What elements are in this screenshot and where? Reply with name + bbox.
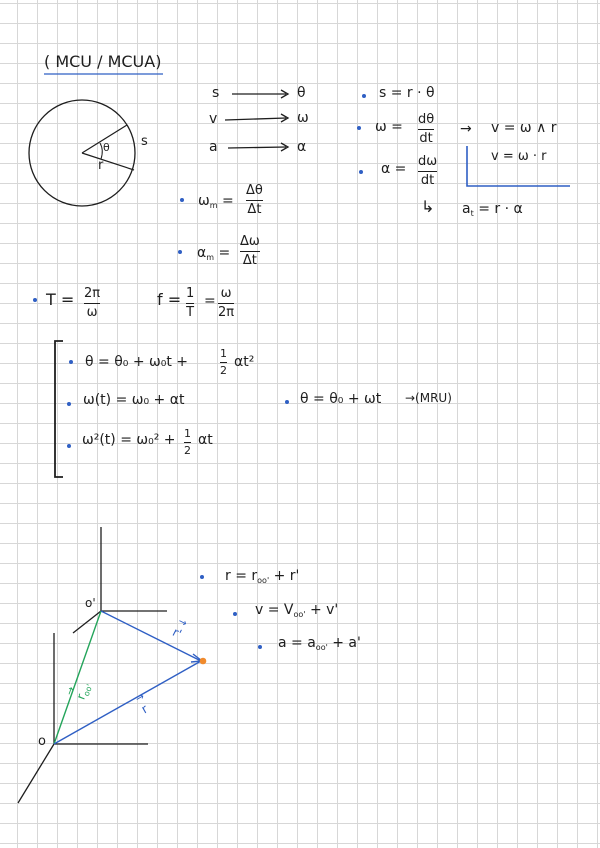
freq-den2: 2π: [218, 304, 235, 320]
v-vector-cross: v = ω ∧ r: [491, 120, 557, 136]
origin-o-label: o: [38, 734, 46, 749]
alpha-derivative: [418, 155, 437, 187]
s-equals-r-theta: s = r · θ: [379, 85, 435, 101]
vector-r: [54, 661, 201, 744]
omega-lhs: ω =: [375, 119, 403, 135]
bullet-dot: [67, 402, 71, 406]
mcua-eq2: ω(t) = ω₀ + αt: [83, 392, 185, 408]
eq-a-main: a = a: [278, 635, 316, 651]
eq-r-main: r = r: [225, 568, 258, 584]
eq3-half-den: 2: [184, 443, 191, 457]
map-to-omega: ω: [297, 110, 309, 126]
circle-s-label: s: [141, 134, 148, 149]
r-oo-text: → r: [75, 692, 88, 701]
mcua-eq3-tail: αt: [198, 432, 213, 448]
r-text: → r: [139, 703, 149, 716]
freq-den1: T: [186, 304, 195, 320]
eq-r-tail: + r': [273, 568, 300, 584]
mcua-eq3-half: [184, 428, 191, 456]
bullet-dot: [67, 444, 71, 448]
mcua-eq1: θ = θ₀ + ω₀t +: [85, 354, 189, 370]
eq-position: [225, 569, 299, 585]
eq-acceleration: [278, 636, 361, 652]
bullet-dot: [69, 360, 73, 364]
wm-num: Δθ: [246, 183, 263, 198]
map-from-v: v: [209, 111, 218, 127]
curved-arrow: ↳: [421, 197, 435, 216]
r-prime-text: → r': [171, 626, 184, 640]
bullet-dot: [359, 170, 363, 174]
equations-bracket: [55, 341, 63, 477]
wm-lhs: $\omega_m$ =: [198, 193, 234, 210]
eq-a-sub: oo': [315, 643, 328, 652]
angle-arc: [100, 143, 102, 159]
freq-lhs: f =: [157, 290, 182, 309]
eq1-half-num: 1: [220, 347, 227, 360]
wm-sub: m: [209, 201, 218, 210]
bullet-dot: [362, 94, 366, 98]
radius-line-2: [82, 153, 134, 173]
alpha-num: dω: [418, 154, 438, 169]
period-num: 2π: [84, 286, 101, 301]
am-num: Δω: [240, 234, 260, 249]
map-from-a: a: [209, 139, 218, 155]
freq-fraction-1: [186, 287, 194, 319]
eq-v-tail: + v': [309, 602, 339, 618]
freq-fraction-2: [218, 287, 234, 319]
map-to-theta: θ: [297, 85, 306, 101]
alpha-den: dt: [420, 172, 435, 188]
r-oo-sub: oo': [81, 683, 95, 698]
tangential-accel: [462, 202, 523, 218]
wm-den: Δt: [247, 201, 262, 217]
vector-r-oo: [54, 611, 101, 744]
omega-num: dθ: [418, 112, 435, 127]
bullet-dot: [233, 612, 237, 616]
eq-v-main: v = V: [255, 602, 294, 618]
origin-o-prime-label: o': [85, 596, 96, 610]
axis-o-depth: [18, 744, 54, 803]
period-lhs: T =: [46, 290, 75, 309]
eq-a-tail: + a': [332, 635, 361, 651]
page-title: ( MCU / MCUA): [44, 52, 162, 71]
wm-symbol: ω: [198, 193, 210, 209]
mru-equation: θ = θ₀ + ωt: [300, 391, 382, 407]
am-sub: m: [206, 253, 215, 262]
map-arrow-2: [225, 118, 286, 120]
bullet-dot: [258, 645, 262, 649]
am-lhs: $\alpha_m$ =: [197, 245, 231, 262]
freq-equals: =: [204, 293, 216, 309]
freq-num1: 1: [186, 286, 195, 301]
omega-derivative: [418, 113, 434, 145]
particle-point: [200, 658, 207, 665]
at-rhs: = r · α: [478, 201, 523, 217]
v-scalar: v = ω · r: [491, 149, 547, 164]
omega-den: dt: [419, 130, 433, 146]
at-symbol: a: [462, 201, 471, 217]
freq-num2: ω: [220, 286, 232, 301]
at-sub: t: [470, 209, 474, 218]
period-fraction: [84, 287, 100, 319]
map-from-s: s: [212, 85, 220, 101]
eq1-half-den: 2: [220, 363, 227, 377]
period-den: ω: [86, 304, 98, 320]
eq-v-sub: oo': [293, 610, 306, 619]
alpha-lhs: α =: [381, 161, 407, 177]
mcua-eq3: ω²(t) = ω₀² +: [82, 432, 176, 448]
map-arrow-3: [228, 147, 286, 148]
mcua-eq1-tail: αt²: [234, 354, 255, 370]
circle-theta-label: θ: [103, 141, 110, 154]
bullet-dot: [285, 400, 289, 404]
bullet-dot: [357, 126, 361, 130]
bullet-dot: [178, 250, 182, 254]
eq-r-sub: oo': [257, 576, 270, 585]
arrow-to-v: →: [460, 121, 472, 137]
circle-r-label: r: [98, 158, 104, 173]
mru-tag: →(MRU): [405, 391, 452, 405]
bullet-dot: [200, 575, 204, 579]
mcua-eq1-half: [220, 348, 227, 376]
map-to-alpha: α: [297, 139, 307, 155]
am-symbol: α: [197, 245, 207, 261]
wm-fraction: [246, 184, 263, 216]
eq-velocity: [255, 603, 338, 619]
bullet-dot: [180, 198, 184, 202]
am-fraction: [240, 235, 260, 267]
am-den: Δt: [242, 252, 257, 268]
bullet-dot: [33, 298, 37, 302]
eq3-half-num: 1: [184, 427, 191, 440]
